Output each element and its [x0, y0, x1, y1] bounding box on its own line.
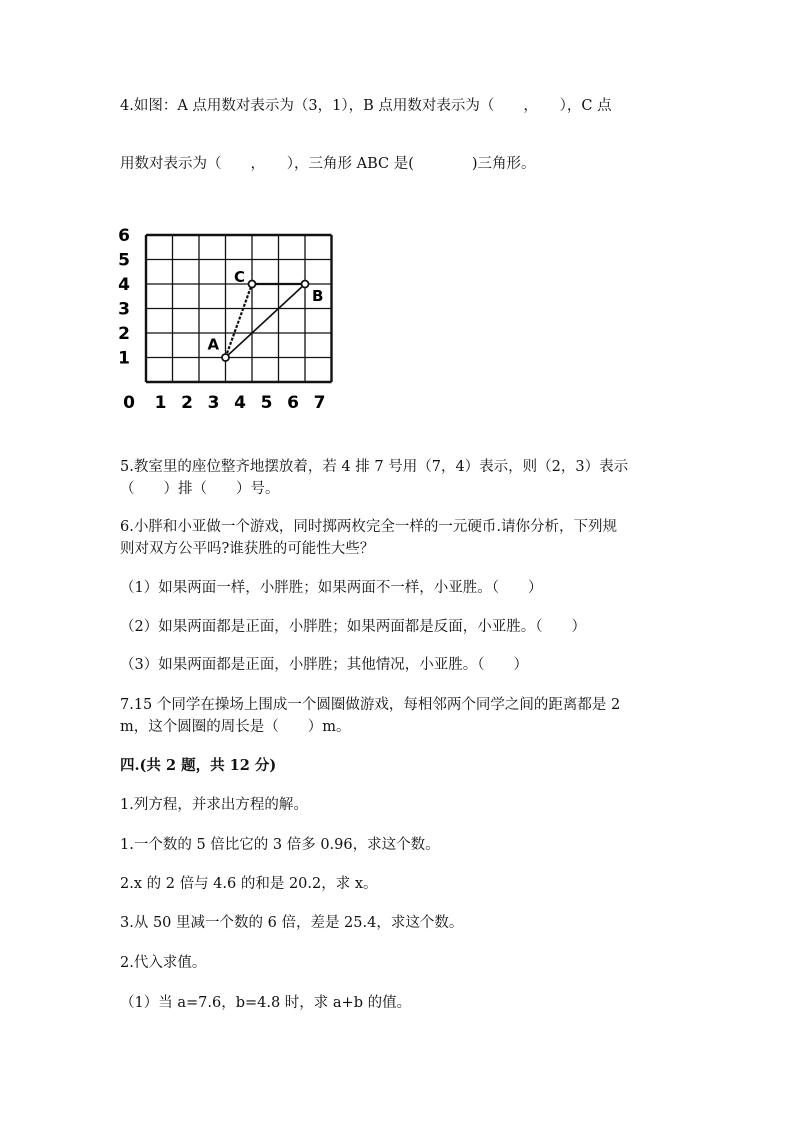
q6-item-2: （2）如果两面都是正面，小胖胜；如果两面都是反面，小亚胜。（ ） — [120, 619, 586, 635]
point-c — [249, 281, 256, 288]
point-a — [222, 354, 229, 361]
q6-item-3: （3）如果两面都是正面，小胖胜；其他情况，小亚胜。（ ） — [120, 657, 528, 673]
point-label-a: A — [207, 335, 220, 354]
point-b — [302, 281, 309, 288]
section-4-problem-1-item-3: 3.从 50 里减一个数的 6 倍，差是 25.4，求这个数。 — [120, 915, 464, 931]
y-tick-label: 4 — [118, 275, 130, 295]
section-4-problem-2-item-1: （1）当 a=7.6，b=4.8 时，求 a+b 的值。 — [120, 995, 412, 1011]
y-tick-label: 3 — [118, 299, 130, 320]
x-tick-label: 7 — [313, 393, 326, 413]
section-4-problem-1-title: 1.列方程，并求出方程的解。 — [120, 797, 308, 813]
q5-line-2: （ ）排（ ）号。 — [120, 481, 280, 497]
q6-line-2: 则对双方公平吗?谁获胜的可能性大些？ — [120, 541, 375, 557]
q7-line-2: m，这个圆圈的周长是（ ）m。 — [120, 719, 351, 735]
y-tick-label: 2 — [118, 324, 130, 344]
x-tick-label: 1 — [154, 393, 167, 413]
x-tick-label: 5 — [260, 393, 273, 413]
section-4-heading: 四.(共 2 题，共 12 分) — [120, 757, 277, 774]
x-tick-label: 2 — [181, 393, 193, 413]
section-4-problem-2-title: 2.代入求值。 — [120, 955, 207, 971]
edge-ab — [226, 284, 306, 358]
x-tick-label: 4 — [234, 393, 246, 413]
q4-line-1: 4.如图：A 点用数对表示为（3，1），B 点用数对表示为（ ， ），C 点 — [120, 98, 612, 114]
q6-item-1: （1）如果两面一样，小胖胜；如果两面不一样，小亚胜。（ ） — [120, 580, 543, 596]
coordinate-grid — [110, 225, 350, 415]
q5-line-1: 5.教室里的座位整齐地摆放着，若 4 排 7 号用（7，4）表示，则（2，3）表示 — [120, 459, 629, 475]
y-tick-label: 6 — [118, 226, 130, 246]
section-4-problem-1-item-1: 1.一个数的 5 倍比它的 3 倍多 0.96，求这个数。 — [120, 837, 440, 853]
x-tick-label: 3 — [207, 393, 220, 413]
point-label-c: C — [234, 268, 246, 286]
point-label-b: B — [312, 287, 324, 305]
coordinate-grid-svg — [110, 225, 350, 415]
x-tick-label: 6 — [287, 393, 299, 413]
y-tick-label: 5 — [118, 250, 130, 271]
y-tick-label: 1 — [118, 348, 130, 369]
q4-line-2: 用数对表示为（ ， ），三角形 ABC 是( )三角形。 — [120, 156, 536, 172]
x-tick-label: 0 — [123, 393, 135, 413]
section-4-problem-1-item-2: 2.x 的 2 倍与 4.6 的和是 20.2，求 x。 — [120, 876, 378, 892]
q6-line-1: 6.小胖和小亚做一个游戏，同时掷两枚完全一样的一元硬币.请你分析，下列规 — [120, 519, 617, 535]
q7-line-1: 7.15 个同学在操场上围成一个圆圈做游戏，每相邻两个同学之间的距离都是 2 — [120, 697, 621, 713]
edge-ac — [226, 284, 253, 358]
